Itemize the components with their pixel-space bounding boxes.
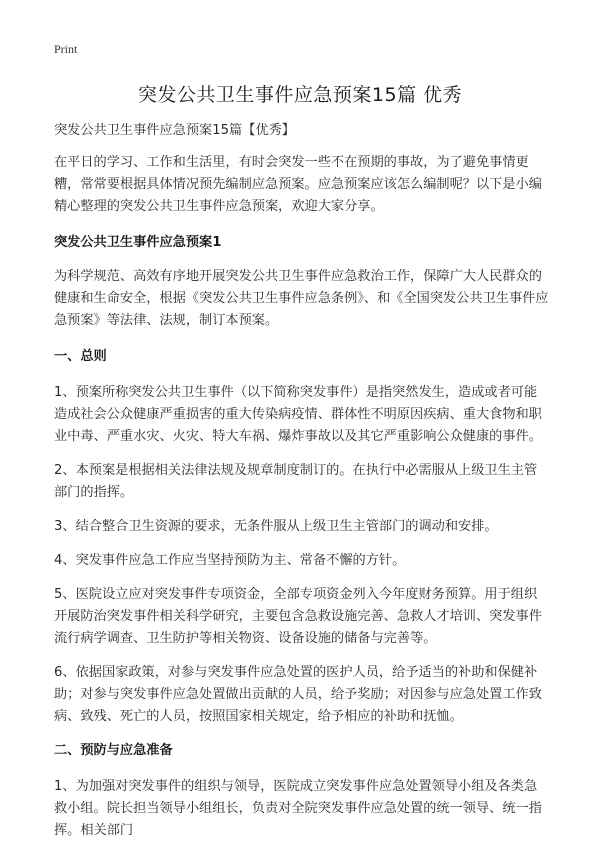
general-item-5: 5、医院设立应对突发事件专项资金，全部专项资金列入今年度财务预算。用于组织开展防治突发事件相关科学研究，主要包含急救设施完善、急救人才培训、突发事件流行病学调查、卫生防护等相关物资、设备设施的储备与完善等。 xyxy=(54,587,542,646)
general-item-6: 6、依据国家政策，对参与突发事件应急处置的医护人员，给予适当的补助和保健补助；对参与突发事件应急处置做出贡献的人员，给予奖励；对因参与应急处置工作致病、致残、死亡的人员，按照国家相关规定，给予相应的补助和抚恤。 xyxy=(54,665,542,724)
general-item-3: 3、结合整合卫生资源的要求，无条件服从上级卫生主管部门的调动和安排。 xyxy=(54,519,498,534)
plan-intro-paragraph: 为科学规范、高效有序地开展突发公共卫生事件应急救治工作，保障广大人民群众的健康和生命安全，根据《突发公共卫生事件应急条例》、和《全国突发公共卫生事件应急预案》等法律、法规，制订本预案。 xyxy=(54,269,549,328)
section-heading-prevention: 二、预防与应急准备 xyxy=(54,743,173,758)
intro-paragraph: 在平日的学习、工作和生活里，有时会突发一些不在预期的事故，为了避免事情更糟，常常要根据具体情况预先编制应急预案。应急预案应该怎么编制呢？以下是小编精心整理的突发公共卫生事件应急预案，欢迎大家分享。 xyxy=(54,155,542,214)
general-item-1: 1、预案所称突发公共卫生事件（以下简称突发事件）是指突然发生，造成或者可能造成社会公众健康严重损害的重大传染病疫情、群体性不明原因疾病、重大食物和职业中毒、严重水灾、火灾、特大车祸、爆炸事故以及其它严重影响公众健康的事件。 xyxy=(54,385,542,444)
general-item-4: 4、突发事件应急工作应当坚持预防为主、常备不懈的方针。 xyxy=(54,553,406,568)
plan-heading: 突发公共卫生事件应急预案1 xyxy=(54,235,222,250)
page-title: 突发公共卫生事件应急预案15篇 优秀 xyxy=(137,84,463,106)
print-link[interactable]: Print xyxy=(54,42,78,56)
general-item-2: 2、本预案是根据相关法律法规及规章制度制订的。在执行中必需服从上级卫生主管部门的指挥。 xyxy=(54,463,538,500)
section-heading-general: 一、总则 xyxy=(54,349,107,364)
article-subtitle: 突发公共卫生事件应急预案15篇【优秀】 xyxy=(54,123,295,138)
article-body xyxy=(54,120,550,854)
prevention-item-1: 1、为加强对突发事件的组织与领导，医院成立突发事件应急处置领导小组及各类急救小组。院长担当领导小组组长，负责对全院突发事件应急处置的统一领导、统一指挥。相关部门 xyxy=(54,779,542,838)
